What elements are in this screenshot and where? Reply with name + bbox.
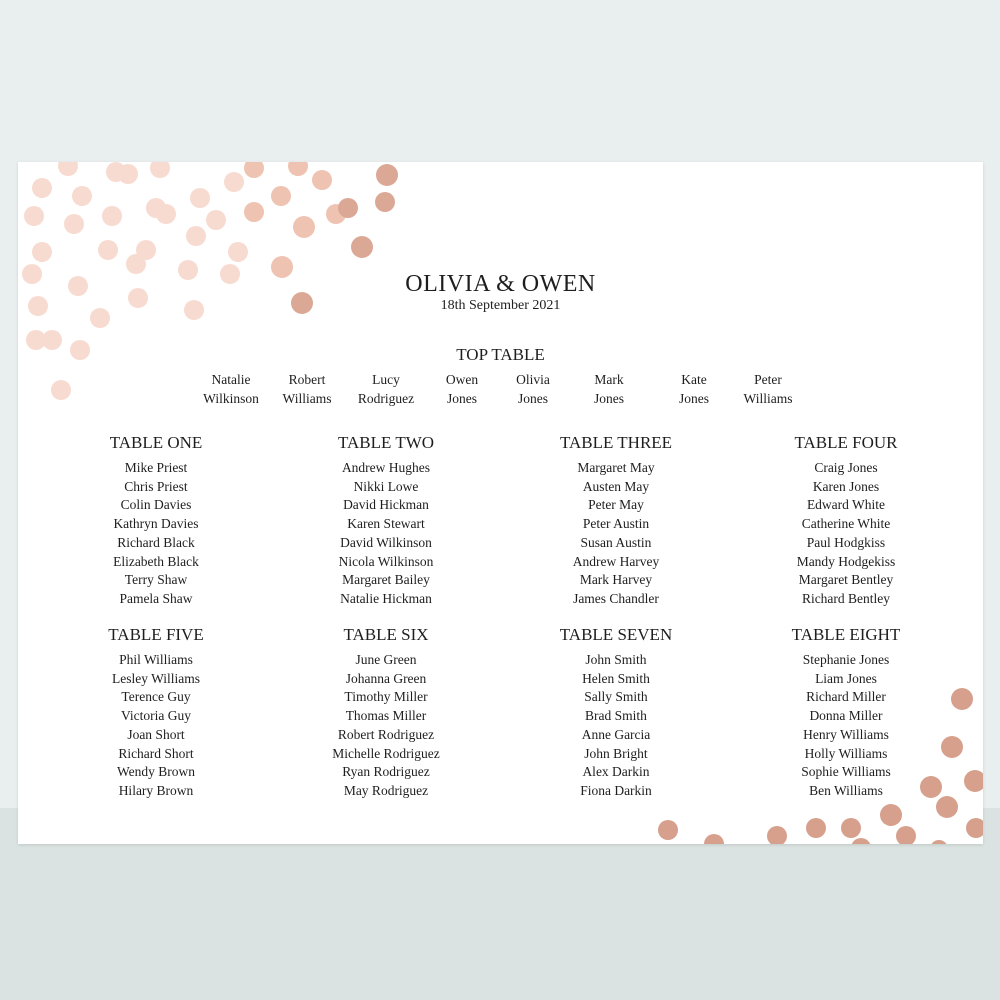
confetti-dot	[312, 170, 332, 190]
list-item: Phil Williams	[119, 652, 193, 667]
list-item: Peter Austin	[582, 516, 650, 532]
confetti-dot	[288, 162, 308, 176]
confetti-dot	[224, 172, 244, 192]
list-item: Margaret Bailey	[342, 572, 430, 588]
list-item: Timothy Miller	[344, 689, 428, 705]
list-item: Thomas Miller	[345, 708, 427, 724]
list-item: Mike Priest	[124, 460, 188, 475]
confetti-dot	[190, 188, 210, 208]
list-item: Karen Stewart	[347, 516, 425, 532]
list-item: Margaret Bentley	[798, 572, 894, 588]
list-item: Kathryn Davies	[113, 516, 199, 532]
guest-list	[506, 459, 726, 609]
top-table-guest	[262, 371, 352, 408]
confetti-dot	[851, 838, 871, 844]
guest-list	[46, 459, 266, 609]
guest-list	[276, 651, 496, 801]
confetti-dot	[244, 202, 264, 222]
list-item: Paul Hodgkiss	[806, 534, 886, 550]
guest-last-name: Jones	[518, 390, 548, 406]
confetti-dot	[375, 192, 395, 212]
table-four	[736, 432, 956, 609]
list-item: Natalie Hickman	[340, 590, 432, 606]
seating-plan-card	[18, 162, 983, 844]
list-item: Elizabeth Black	[113, 553, 199, 569]
guest-list	[506, 651, 726, 801]
list-item: Robert Rodriguez	[337, 726, 435, 742]
list-item: Catherine White	[801, 516, 891, 532]
list-item: Wendy Brown	[116, 764, 196, 780]
list-item: Andrew Harvey	[572, 553, 660, 569]
confetti-dot	[880, 804, 902, 826]
list-item: Andrew Hughes	[341, 460, 431, 475]
list-item: Nicola Wilkinson	[338, 553, 434, 569]
table-two	[276, 432, 496, 609]
guest-last-name: Jones	[594, 390, 624, 406]
list-item: Fiona Darkin	[580, 782, 652, 798]
list-item: June Green	[355, 652, 417, 667]
confetti-dot	[72, 186, 92, 206]
confetti-dot	[271, 186, 291, 206]
list-item: Donna Miller	[809, 708, 883, 724]
guest-first-name: Kate	[681, 372, 707, 387]
guest-first-name: Mark	[594, 372, 624, 387]
table-heading: TABLE EIGHT	[791, 625, 901, 644]
guest-first-name: Lucy	[372, 372, 400, 387]
table-heading: TABLE THREE	[559, 433, 673, 452]
confetti-dot	[966, 818, 983, 838]
list-item: Anne Garcia	[581, 726, 651, 742]
guest-last-name: Williams	[743, 390, 793, 406]
confetti-dot	[704, 834, 724, 844]
wedding-date: 18th September 2021	[440, 298, 561, 313]
guest-last-name: Wilkinson	[203, 390, 259, 406]
list-item: Richard Bentley	[801, 590, 891, 606]
list-item: Peter May	[588, 497, 644, 513]
guest-last-name: Jones	[447, 390, 477, 406]
list-item: David Hickman	[343, 497, 429, 513]
list-item: Stephanie Jones	[802, 652, 890, 667]
table-eight	[736, 624, 956, 801]
guest-first-name: Robert	[288, 372, 326, 387]
list-item: Terence Guy	[121, 689, 191, 705]
table-heading: TABLE FIVE	[108, 625, 204, 644]
list-item: Edward White	[806, 497, 886, 513]
confetti-dot	[806, 818, 826, 838]
confetti-dot	[376, 164, 398, 186]
confetti-dot	[58, 162, 78, 176]
list-item: Sophie Williams	[801, 764, 891, 780]
confetti-dot	[24, 206, 44, 226]
table-three	[506, 432, 726, 609]
list-item: Richard Short	[118, 745, 194, 761]
list-item: Mark Harvey	[579, 572, 653, 588]
list-item: Richard Miller	[806, 689, 886, 705]
table-five	[46, 624, 266, 801]
guest-last-name: Rodriguez	[357, 390, 415, 406]
confetti-dot	[228, 242, 248, 262]
confetti-dot	[64, 214, 84, 234]
table-heading: TABLE SIX	[343, 625, 429, 644]
confetti-dot	[351, 236, 373, 258]
list-item: Nikki Lowe	[353, 478, 419, 494]
top-table-heading: TOP TABLE	[456, 345, 545, 364]
table-heading: TABLE FOUR	[794, 433, 898, 452]
list-item: Austen May	[582, 478, 650, 494]
list-item: May Rodriguez	[343, 782, 429, 798]
list-item: Holly Williams	[804, 745, 888, 761]
table-seven	[506, 624, 726, 801]
list-item: Craig Jones	[814, 460, 878, 475]
confetti-dot	[658, 820, 678, 840]
confetti-dot	[186, 226, 206, 246]
list-item: John Smith	[585, 652, 647, 667]
list-item: Terry Shaw	[124, 572, 188, 588]
guest-list	[736, 459, 956, 609]
table-six	[276, 624, 496, 801]
guest-last-name: Jones	[679, 390, 709, 406]
confetti-dot	[150, 162, 170, 178]
list-item: Lesley Williams	[111, 670, 201, 686]
confetti-dot	[206, 210, 226, 230]
guest-first-name: Olivia	[516, 372, 550, 387]
confetti-dot	[102, 206, 122, 226]
list-item: Chris Priest	[124, 478, 188, 494]
guest-first-name: Owen	[445, 372, 479, 387]
guest-first-name: Natalie	[211, 372, 251, 387]
list-item: Johanna Green	[345, 670, 427, 686]
confetti-dot	[156, 204, 176, 224]
table-heading: TABLE SEVEN	[559, 625, 673, 644]
guest-last-name: Williams	[282, 390, 332, 406]
confetti-dot	[841, 818, 861, 838]
confetti-dot	[51, 380, 71, 400]
couple-names: OLIVIA & OWEN	[405, 271, 596, 297]
confetti-dot	[896, 826, 916, 844]
confetti-dot	[118, 164, 138, 184]
list-item: James Chandler	[573, 590, 659, 606]
list-item: Colin Davies	[120, 497, 192, 513]
confetti-dot	[32, 178, 52, 198]
list-item: Alex Darkin	[582, 764, 650, 780]
list-item: Mandy Hodgekiss	[796, 553, 896, 569]
confetti-dot	[964, 770, 983, 792]
table-heading: TABLE TWO	[337, 433, 435, 452]
confetti-dot	[293, 216, 315, 238]
list-item: Hilary Brown	[118, 782, 194, 798]
list-item: Victoria Guy	[120, 708, 192, 724]
list-item: Sally Smith	[584, 689, 648, 705]
guest-list	[276, 459, 496, 609]
list-item: Michelle Rodriguez	[332, 745, 440, 761]
confetti-dot	[767, 826, 787, 844]
list-item: Richard Black	[117, 534, 195, 550]
list-item: Henry Williams	[803, 726, 889, 742]
confetti-dot	[98, 240, 118, 260]
list-item: Karen Jones	[812, 478, 880, 494]
list-item: Ryan Rodriguez	[342, 764, 430, 780]
list-item: Liam Jones	[815, 670, 877, 686]
confetti-dot	[32, 242, 52, 262]
table-heading: TABLE ONE	[109, 433, 203, 452]
table-one	[46, 432, 266, 609]
list-item: Susan Austin	[580, 534, 652, 550]
confetti-dot	[338, 198, 358, 218]
guest-list	[736, 651, 956, 801]
confetti-dot	[930, 840, 948, 844]
list-item: Brad Smith	[585, 708, 647, 724]
guest-list	[46, 651, 266, 801]
confetti-dot	[244, 162, 264, 178]
list-item: Ben Williams	[809, 782, 883, 798]
list-item: Pamela Shaw	[119, 590, 193, 606]
list-item: John Bright	[584, 745, 648, 761]
top-table-guest	[564, 371, 654, 408]
top-table-guest	[723, 371, 813, 408]
list-item: Helen Smith	[582, 670, 650, 686]
list-item: Joan Short	[127, 726, 185, 742]
list-item: David Wilkinson	[340, 534, 432, 550]
list-item: Margaret May	[577, 460, 655, 475]
guest-first-name: Peter	[754, 372, 782, 387]
